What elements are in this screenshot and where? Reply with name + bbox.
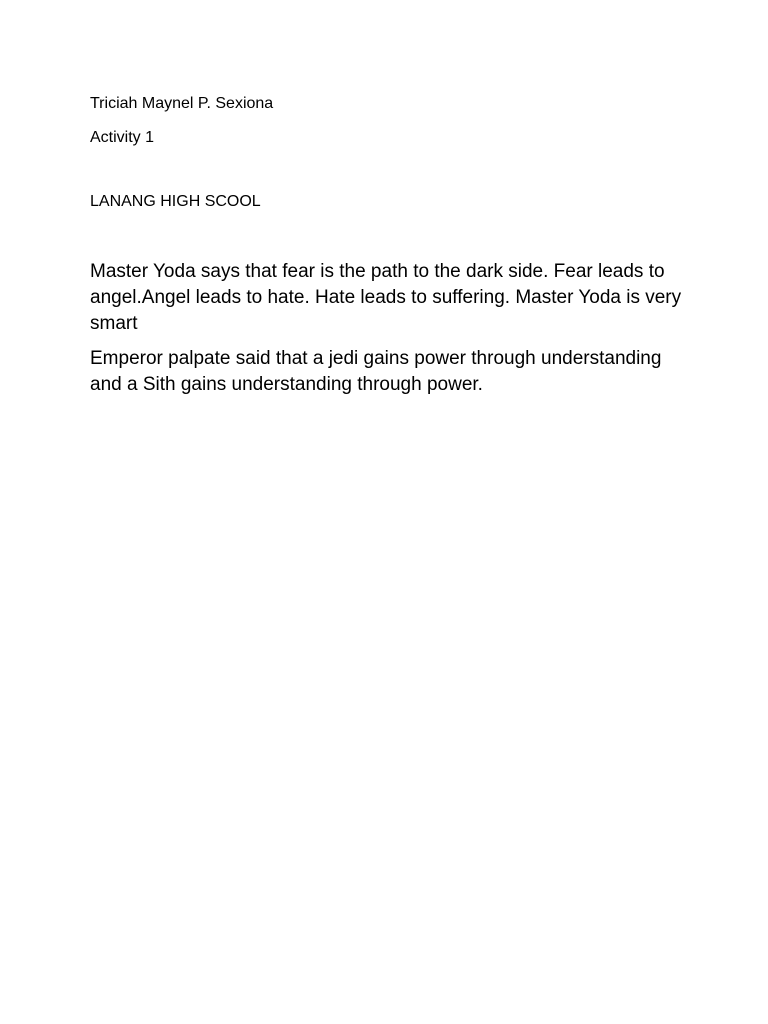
- paragraph-palpatine: Emperor palpate said that a jedi gains power through understanding and a Sith gains understanding through power.: [90, 348, 662, 395]
- author-name: Triciah Maynel P. Sexiona: [90, 95, 274, 112]
- paragraph-yoda: Master Yoda says that fear is the path to the dark side. Fear leads to angel.Angel leads to hate. Hate leads to suffering. Master Yoda is very smart: [90, 261, 682, 334]
- school-name: LANANG HIGH SCOOL: [90, 193, 261, 210]
- activity-title: Activity 1: [90, 129, 155, 146]
